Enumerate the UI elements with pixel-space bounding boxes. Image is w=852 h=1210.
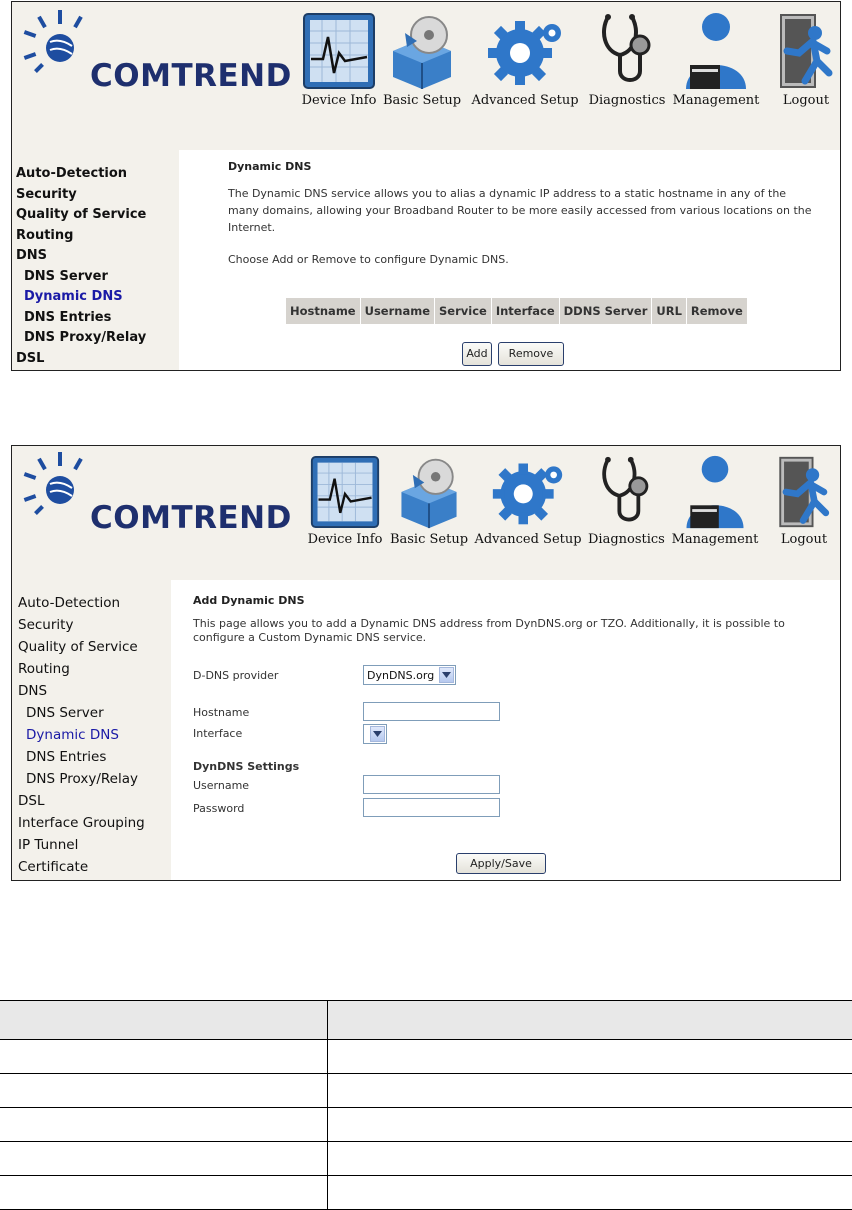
chevron-down-icon	[439, 667, 454, 683]
nav-label: Management	[668, 93, 764, 108]
nav-label: Advanced Setup	[472, 532, 584, 547]
nav-label: Device Info	[304, 532, 386, 547]
hostname-label: Hostname	[193, 706, 249, 719]
page-description: This page allows you to add a Dynamic DNS address from DynDNS.org or TZO. Additionally, it is possible to configure a Custom Dynamic DNS service.	[193, 617, 813, 645]
sidebar-item-quality-of-service[interactable]: Quality of Service	[12, 205, 179, 226]
sidebar-item-quality-of-service[interactable]: Quality of Service	[12, 636, 171, 658]
device-info-icon	[301, 11, 377, 91]
sidebar-item-dsl[interactable]: DSL	[12, 790, 171, 812]
nav-diagnostics[interactable]	[588, 454, 664, 547]
column-service: Service	[435, 298, 492, 325]
nav-basic-setup[interactable]	[389, 454, 469, 547]
sidebar-item-dns-entries[interactable]: DNS Entries	[12, 746, 171, 768]
username-input[interactable]	[363, 775, 500, 794]
table-header-row	[0, 1001, 852, 1040]
provider-label: D-DNS provider	[193, 669, 278, 682]
nav-label: Advanced Setup	[467, 93, 583, 108]
nav-label: Device Info	[296, 93, 382, 108]
sidebar-item-dns-server[interactable]: DNS Server	[12, 267, 179, 288]
nav-logout[interactable]	[770, 11, 841, 108]
sidebar-item-security[interactable]: Security	[12, 185, 179, 206]
brand-name: COMTREND	[90, 58, 292, 94]
sidebar-item-auto-detection[interactable]: Auto-Detection	[12, 164, 179, 185]
table-header-cell	[0, 1001, 328, 1040]
nav-management[interactable]	[668, 11, 764, 108]
management-icon	[676, 11, 756, 91]
sun-logo-icon	[20, 450, 90, 520]
table-cell	[0, 1074, 328, 1108]
table-row	[0, 1040, 852, 1074]
add-dynamic-dns-screen	[11, 445, 841, 881]
main-content	[228, 160, 818, 268]
table-cell	[0, 1176, 328, 1210]
logout-icon	[777, 11, 835, 91]
table-cell	[0, 1040, 328, 1074]
sidebar-item-certificate[interactable]: Certificate	[12, 856, 171, 878]
nav-label: Logout	[770, 532, 838, 547]
password-input[interactable]	[363, 798, 500, 817]
table-cell	[328, 1108, 852, 1142]
nav-label: Logout	[770, 93, 841, 108]
nav-label: Basic Setup	[382, 93, 462, 108]
apply-save-button[interactable]: Apply/Save	[456, 853, 546, 874]
page-title: Add Dynamic DNS	[193, 594, 813, 607]
nav-diagnostics[interactable]	[588, 11, 666, 108]
nav-advanced-setup[interactable]	[467, 11, 583, 108]
sidebar-item-dsl[interactable]: DSL	[12, 349, 179, 370]
dynamic-dns-list-screen	[11, 1, 841, 371]
sidebar-item-dynamic-dns[interactable]: Dynamic DNS	[12, 287, 179, 308]
comtrend-logo	[20, 450, 90, 524]
nav-label: Basic Setup	[389, 532, 469, 547]
table-row	[0, 1074, 852, 1108]
interface-select[interactable]	[363, 724, 387, 744]
sidebar-item-dns-proxy-relay[interactable]: DNS Proxy/Relay	[12, 768, 171, 790]
table-header-cell	[328, 1001, 852, 1040]
table-row	[0, 1176, 852, 1210]
nav-label: Diagnostics	[588, 532, 664, 547]
column-ddns-server: DDNS Server	[559, 298, 652, 325]
comtrend-logo	[20, 8, 90, 82]
nav-management[interactable]	[668, 454, 762, 547]
sidebar-item-dynamic-dns[interactable]: Dynamic DNS	[12, 724, 171, 746]
column-remove: Remove	[686, 298, 747, 325]
provider-select-value: DynDNS.org	[367, 669, 434, 682]
column-username: Username	[360, 298, 434, 325]
dyndns-settings-title: DynDNS Settings	[193, 760, 299, 773]
nav-basic-setup[interactable]	[382, 11, 462, 108]
provider-select[interactable]	[363, 665, 456, 685]
page-description: The Dynamic DNS service allows you to alias a dynamic IP address to a static hostname in any of the many domains, allowing your Broadband Router to be more easily accessed from various locations on the Internet.	[228, 185, 818, 236]
sidebar-menu	[12, 580, 171, 880]
sidebar-item-security[interactable]: Security	[12, 614, 171, 636]
logout-icon	[776, 454, 832, 530]
advanced-setup-icon	[488, 454, 568, 530]
table-cell	[0, 1142, 328, 1176]
column-url: URL	[652, 298, 687, 325]
sidebar-item-routing[interactable]: Routing	[12, 658, 171, 680]
ddns-table	[285, 297, 748, 325]
sidebar-item-interface-grouping[interactable]: Interface Grouping	[12, 812, 171, 834]
page-title: Dynamic DNS	[228, 160, 818, 173]
username-label: Username	[193, 779, 249, 792]
nav-advanced-setup[interactable]	[472, 454, 584, 547]
main-content	[193, 594, 813, 645]
basic-setup-icon	[395, 454, 463, 530]
table-row	[0, 1142, 852, 1176]
sidebar-item-dns[interactable]: DNS	[12, 246, 179, 267]
sidebar-item-dns-server[interactable]: DNS Server	[12, 702, 171, 724]
sidebar-item-routing[interactable]: Routing	[12, 226, 179, 247]
nav-label: Management	[668, 532, 762, 547]
password-label: Password	[193, 802, 244, 815]
diagnostics-icon	[596, 454, 656, 530]
hostname-input[interactable]	[363, 702, 500, 721]
table-cell	[328, 1040, 852, 1074]
column-interface: Interface	[491, 298, 559, 325]
table-row	[0, 1108, 852, 1142]
diagnostics-icon	[596, 11, 658, 91]
nav-device-info[interactable]	[296, 11, 382, 108]
page-instruction: Choose Add or Remove to configure Dynamic DNS.	[228, 251, 818, 268]
management-icon	[676, 454, 754, 530]
add-button[interactable]: Add	[462, 342, 492, 366]
remove-button[interactable]: Remove	[498, 342, 564, 366]
sidebar-item-dns-proxy-relay[interactable]: DNS Proxy/Relay	[12, 328, 179, 349]
sidebar-item-dns-entries[interactable]: DNS Entries	[12, 308, 179, 329]
sidebar-item-ip-tunnel[interactable]: IP Tunnel	[12, 834, 171, 856]
table-cell	[328, 1074, 852, 1108]
table-header-row	[286, 298, 748, 325]
nav-logout[interactable]	[770, 454, 838, 547]
sidebar-item-dns[interactable]: DNS	[12, 680, 171, 702]
table-cell	[328, 1176, 852, 1210]
table-cell	[328, 1142, 852, 1176]
sidebar-item-auto-detection[interactable]: Auto-Detection	[12, 592, 171, 614]
table-cell	[0, 1108, 328, 1142]
nav-device-info[interactable]	[304, 454, 386, 547]
column-hostname: Hostname	[286, 298, 361, 325]
device-info-icon	[309, 454, 381, 530]
brand-name: COMTREND	[90, 500, 292, 536]
interface-label: Interface	[193, 727, 242, 740]
top-banner	[12, 446, 840, 580]
field-description-table	[0, 1000, 852, 1210]
chevron-down-icon	[370, 726, 385, 742]
sidebar-menu	[12, 150, 179, 370]
nav-label: Diagnostics	[588, 93, 666, 108]
top-banner	[12, 2, 840, 150]
basic-setup-icon	[387, 11, 457, 91]
advanced-setup-icon	[484, 11, 566, 91]
sun-logo-icon	[20, 8, 90, 78]
